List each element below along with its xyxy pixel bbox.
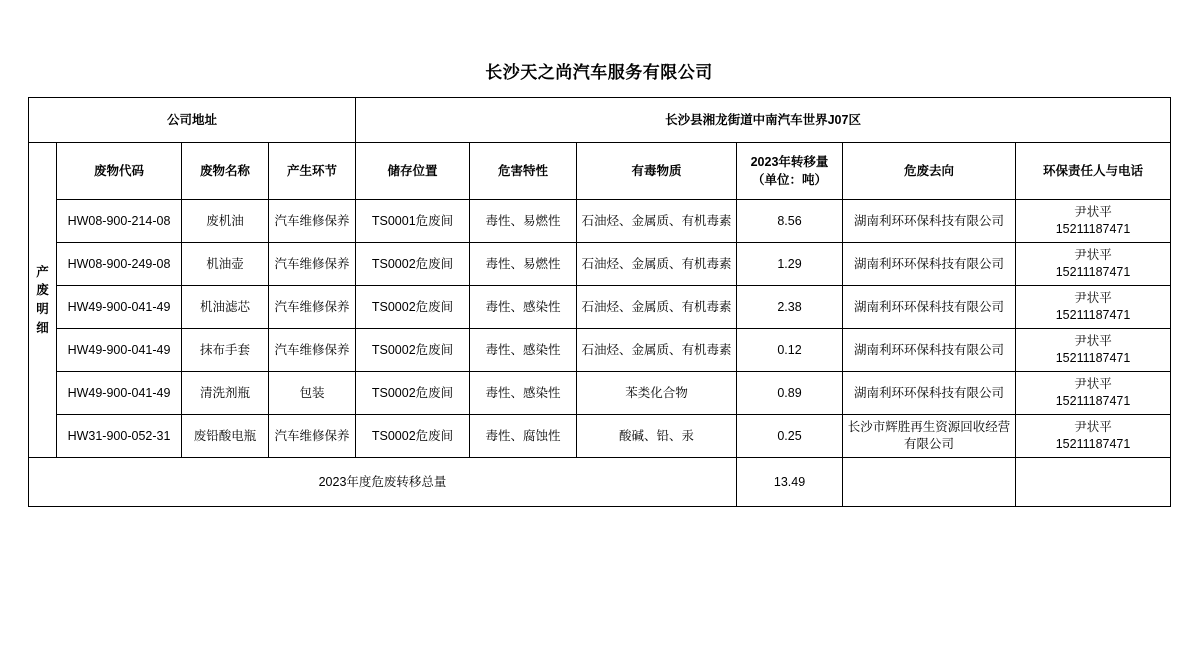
contact-phone: 15211187471: [1055, 394, 1131, 408]
cell-process: 汽车维修保养: [269, 200, 356, 243]
contact-phone: 15211187471: [1055, 437, 1131, 451]
contact-name: 尹状平: [1074, 205, 1112, 220]
column-header-waste-code: 废物代码: [57, 143, 182, 200]
cell-toxic: 石油烃、金属质、有机毒素: [577, 243, 737, 286]
cell-hazard: 毒性、感染性: [470, 286, 577, 329]
side-label-char-4: 细: [36, 320, 49, 335]
table-row: [29, 372, 1171, 415]
cell-hazard: 毒性、感染性: [470, 329, 577, 372]
cell-process: 汽车维修保养: [269, 329, 356, 372]
cell-storage: TS0002危废间: [356, 415, 470, 458]
contact-phone: 15211187471: [1055, 222, 1131, 236]
cell-waste-name: 机油滤芯: [182, 286, 269, 329]
table-row: [29, 415, 1171, 458]
cell-process: 汽车维修保养: [269, 243, 356, 286]
cell-waste-code: HW08-900-214-08: [57, 200, 182, 243]
address-row: [29, 98, 1171, 143]
cell-contact: [1016, 372, 1171, 415]
column-header-destination: 危废去向: [843, 143, 1016, 200]
cell-process: 包装: [269, 372, 356, 415]
cell-waste-name: 废机油: [182, 200, 269, 243]
cell-destination: 湖南利环环保科技有限公司: [843, 286, 1016, 329]
page-title: 长沙天之尚汽车服务有限公司: [485, 63, 713, 82]
cell-contact: [1016, 243, 1171, 286]
cell-amount: 0.12: [737, 329, 843, 372]
cell-amount: 2.38: [737, 286, 843, 329]
contact-name: 尹状平: [1074, 291, 1112, 306]
cell-toxic: 石油烃、金属质、有机毒素: [577, 286, 737, 329]
contact-name: 尹状平: [1074, 334, 1112, 349]
column-header-storage: 储存位置: [356, 143, 470, 200]
cell-destination: 湖南利环环保科技有限公司: [843, 329, 1016, 372]
cell-waste-name: 机油壶: [182, 243, 269, 286]
cell-process: 汽车维修保养: [269, 415, 356, 458]
contact-name: 尹状平: [1074, 377, 1112, 392]
cell-storage: TS0002危废间: [356, 329, 470, 372]
cell-contact: [1016, 200, 1171, 243]
table-container: [0, 97, 1198, 507]
cell-toxic: 石油烃、金属质、有机毒素: [577, 329, 737, 372]
cell-contact: [1016, 329, 1171, 372]
cell-waste-code: HW49-900-041-49: [57, 372, 182, 415]
cell-waste-code: HW49-900-041-49: [57, 286, 182, 329]
column-header-toxic: 有毒物质: [577, 143, 737, 200]
cell-hazard: 毒性、腐蚀性: [470, 415, 577, 458]
cell-waste-code: HW31-900-052-31: [57, 415, 182, 458]
column-header-process: 产生环节: [269, 143, 356, 200]
cell-waste-name: 抹布手套: [182, 329, 269, 372]
total-value: 13.49: [737, 458, 843, 507]
cell-waste-name: 清洗剂瓶: [182, 372, 269, 415]
column-header-row: [29, 143, 1171, 200]
cell-waste-code: HW08-900-249-08: [57, 243, 182, 286]
cell-hazard: 毒性、感染性: [470, 372, 577, 415]
address-value: 长沙县湘龙街道中南汽车世界J07区: [356, 98, 1171, 143]
cell-destination: 湖南利环环保科技有限公司: [843, 243, 1016, 286]
table-row: [29, 286, 1171, 329]
cell-destination: 长沙市辉胜再生资源回收经营有限公司: [843, 415, 1016, 458]
total-blank-contact: [1016, 458, 1171, 507]
cell-storage: TS0002危废间: [356, 372, 470, 415]
cell-amount: 0.25: [737, 415, 843, 458]
cell-destination: 湖南利环环保科技有限公司: [843, 372, 1016, 415]
contact-phone: 15211187471: [1055, 265, 1131, 279]
total-blank-destination: [843, 458, 1016, 507]
column-header-transfer-amount-line1: 2023年转移量: [750, 154, 829, 169]
side-label-produce-waste-detail: [29, 143, 57, 458]
total-label: 2023年度危废转移总量: [29, 458, 737, 507]
table-row: [29, 329, 1171, 372]
column-header-transfer-amount: [737, 143, 843, 200]
column-header-transfer-amount-line2: （单位：吨）: [752, 173, 828, 187]
cell-amount: 0.89: [737, 372, 843, 415]
cell-toxic: 酸碱、铅、汞: [577, 415, 737, 458]
cell-process: 汽车维修保养: [269, 286, 356, 329]
hazardous-waste-table: [28, 97, 1171, 507]
address-label: 公司地址: [29, 98, 356, 143]
contact-phone: 15211187471: [1055, 351, 1131, 365]
side-label-char-2: 废: [36, 283, 49, 298]
cell-contact: [1016, 286, 1171, 329]
cell-storage: TS0002危废间: [356, 286, 470, 329]
cell-waste-code: HW49-900-041-49: [57, 329, 182, 372]
table-row: [29, 243, 1171, 286]
cell-waste-name: 废铅酸电瓶: [182, 415, 269, 458]
cell-amount: 1.29: [737, 243, 843, 286]
column-header-hazard: 危害特性: [470, 143, 577, 200]
cell-hazard: 毒性、易燃性: [470, 243, 577, 286]
cell-storage: TS0001危废间: [356, 200, 470, 243]
total-row: [29, 458, 1171, 507]
column-header-waste-name: 废物名称: [182, 143, 269, 200]
document-page: [0, 58, 1198, 661]
side-label-char-3: 明: [36, 302, 49, 316]
cell-destination: 湖南利环环保科技有限公司: [843, 200, 1016, 243]
cell-contact: [1016, 415, 1171, 458]
contact-name: 尹状平: [1074, 248, 1112, 263]
table-row: [29, 200, 1171, 243]
contact-phone: 15211187471: [1055, 308, 1131, 322]
side-label-char-1: 产: [36, 264, 49, 279]
contact-name: 尹状平: [1074, 420, 1112, 435]
cell-hazard: 毒性、易燃性: [470, 200, 577, 243]
cell-toxic: 苯类化合物: [577, 372, 737, 415]
cell-toxic: 石油烃、金属质、有机毒素: [577, 200, 737, 243]
cell-amount: 8.56: [737, 200, 843, 243]
column-header-contact: 环保责任人与电话: [1016, 143, 1171, 200]
cell-storage: TS0002危废间: [356, 243, 470, 286]
